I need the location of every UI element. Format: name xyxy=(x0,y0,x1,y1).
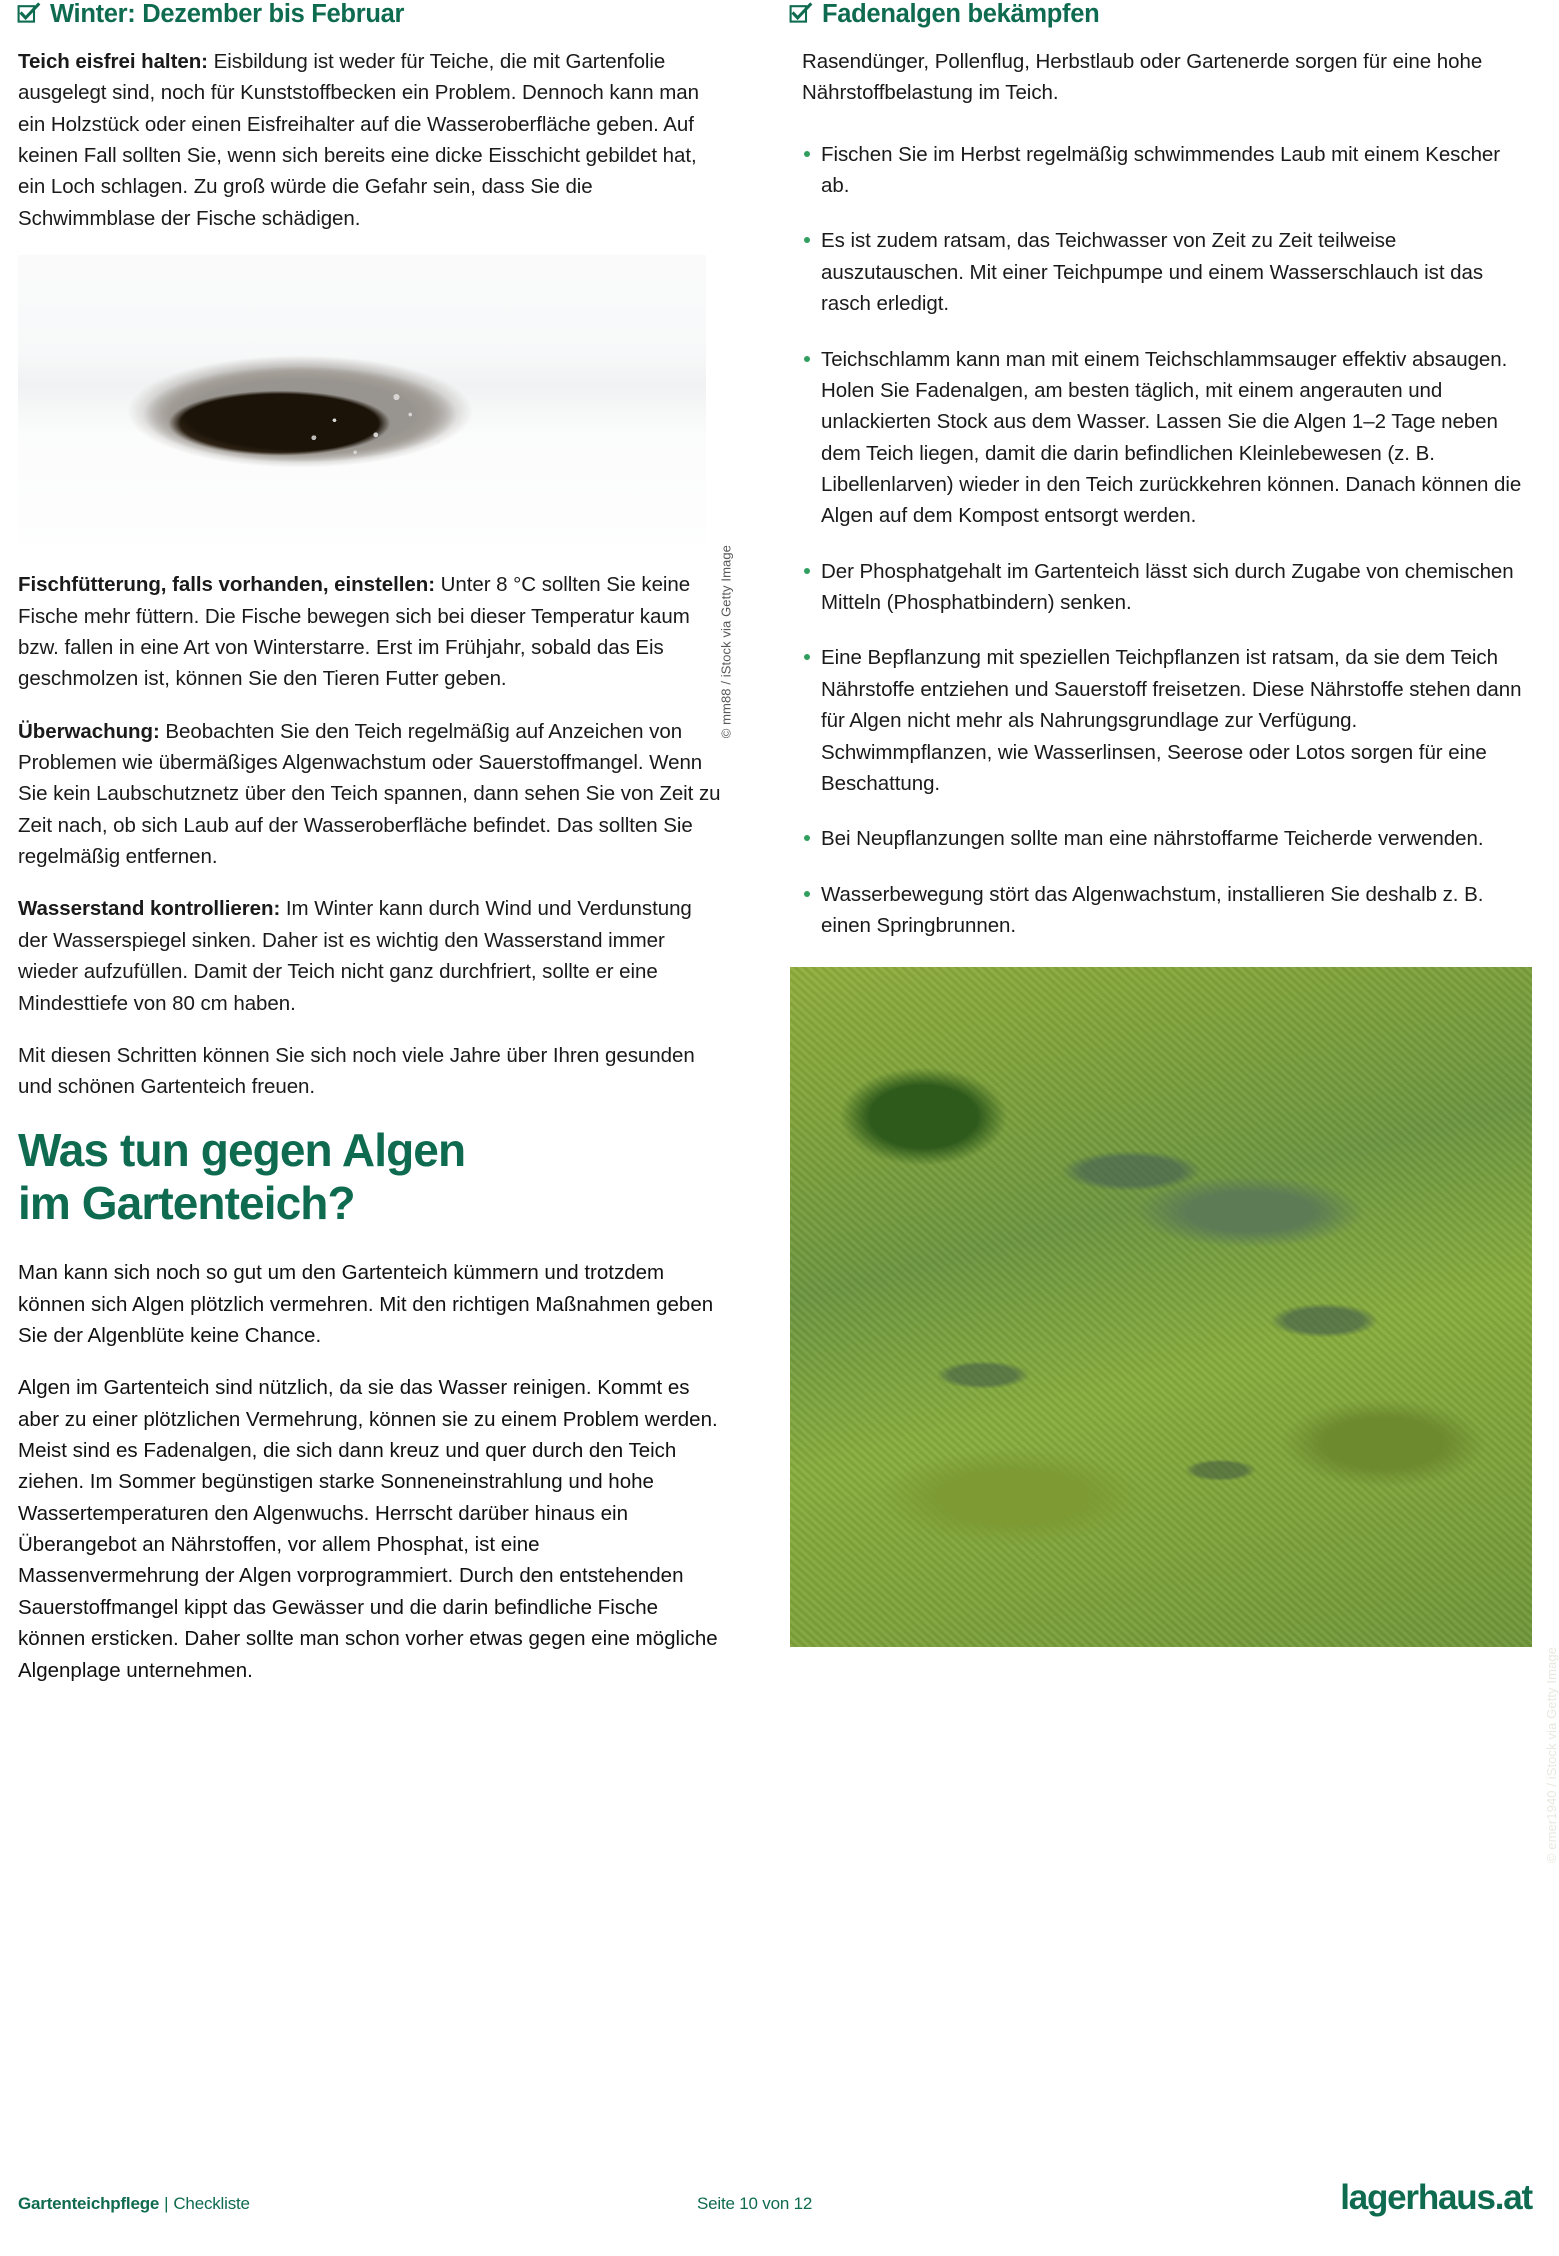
ice-pond-image xyxy=(18,255,706,545)
footer-separator: | xyxy=(164,2194,169,2213)
left-intro-text: Eisbildung ist weder für Teiche, die mit Gartenfolie ausgelegt sind, noch für Kunststoffbecken ein Problem. Dennoch kann man ein Holzstück oder einen Eisfreihalter auf die Wasseroberfläche geben. Auf keinen Fall sollten Sie, wenn sich bereits eine dicke Eisschicht gebildet hat, ein Loch schlagen. Zu groß würde die Gefahr sein, dass Sie die Schwimmblase der Fische schädigen. xyxy=(18,50,699,230)
page-title-line2: im Gartenteich? xyxy=(18,1177,355,1230)
algae-photo xyxy=(790,967,1559,1864)
list-item: Der Phosphatgehalt im Gartenteich lässt sich durch Zugabe von chemischen Mitteln (Phosphatbindern) senken. xyxy=(802,556,1532,619)
checkbox-checked-icon xyxy=(790,4,811,25)
list-item: Bei Neupflanzungen sollte man eine nährstoffarme Teicherde verwenden. xyxy=(802,823,1532,854)
lagerhaus-logo: lagerhaus.at xyxy=(1340,2178,1532,2217)
text-water-level: Im Winter kann durch Wind und Verdunstung der Wasserspiegel sinken. Daher ist es wichtig den Wasserstand immer wieder aufzufüllen. Damit der Teich nicht ganz durchfriert, sollte er eine Mindesttiefe von 80 cm haben. xyxy=(18,897,692,1015)
text-monitoring: Beobachten Sie den Teich regelmäßig auf Anzeichen von Problemen wie übermäßiges Algenwachstum oder Sauerstoffmangel. Wenn Sie kein Laubschutznetz über den Teich spannen, dann sehen Sie von Zeit zu Zeit nach, ob sich Laub auf der Wasseroberfläche befindet. Das sollten Sie regelmäßig entfernen. xyxy=(18,719,721,869)
footer-doc-title: Gartenteichpflege xyxy=(18,2194,160,2213)
left-intro-paragraph xyxy=(18,46,724,234)
algae-intro-paragraph: Man kann sich noch so gut um den Gartenteich kümmern und trotzdem können sich Algen plötzlich vermehren. Mit den richtigen Maßnahmen geben Sie der Algenblüte keine Chance. xyxy=(18,1261,714,1347)
right-intro-paragraph: Rasendünger, Pollenflug, Herbstlaub oder Gartenerde sorgen für eine hohe Nährstoffbelastung im Teich. xyxy=(802,50,1483,105)
footer-document-label xyxy=(18,2194,250,2214)
list-item: Eine Bepflanzung mit speziellen Teichpflanzen ist ratsam, da sie dem Teich Nährstoffe entziehen und Sauerstoff freisetzen. Diese Nährstoffe stehen dann für Algen nicht mehr als Nahrungsgrundlage zur Verfügung. Schwimmpflanzen, wie Wasserlinsen, Seerose oder Lotos sorgen für eine Beschattung. xyxy=(802,642,1532,799)
text-fish-feeding: Unter 8 °C sollten Sie keine Fische mehr füttern. Die Fische bewegen sich bei dieser Temperatur kaum bzw. fallen in eine Art von Winterstarre. Erst im Frühjahr, sobald das Eis geschmolzen ist, können Sie den Tieren Futter geben. xyxy=(18,573,691,691)
ice-photo-credit: © mm88 / iStock via Getty Image xyxy=(718,545,733,739)
paragraph-water-level xyxy=(18,893,724,1018)
checkbox-checked-icon xyxy=(18,4,39,25)
list-item: Wasserbewegung stört das Algenwachstum, installieren Sie deshalb z. B. einen Springbrunnen. xyxy=(802,879,1532,942)
label-fish-feeding: Fischfütterung, falls vorhanden, einstellen: xyxy=(18,573,435,597)
left-column xyxy=(18,0,733,1707)
paragraph-monitoring xyxy=(18,716,724,873)
label-water-level: Wasserstand kontrollieren: xyxy=(18,897,281,921)
list-item: Teichschlamm kann man mit einem Teichschlammsauger effektiv absaugen. Holen Sie Fadenalgen, am besten täglich, mit einem angerauten und unlackierten Stock aus dem Wasser. Lassen Sie die Algen 1–2 Tage neben dem Teich liegen, damit die darin befindlichen Kleinlebewesen (z. B. Libellenlarven) wieder in den Teich zurückkehren können. Danach können die Algen auf dem Kompost entsorgt werden. xyxy=(802,344,1532,532)
left-heading-text: Winter: Dezember bis Februar xyxy=(50,0,405,28)
algae-detail-paragraph: Algen im Gartenteich sind nützlich, da sie das Wasser reinigen. Kommt es aber zu einer plötzlichen Vermehrung, können sie zu einem Problem werden. Meist sind es Fadenalgen, die sich dann kreuz und quer durch den Teich ziehen. Im Sommer begünstigen starke Sonneneinstrahlung und hohe Wassertemperaturen den Algenwuchs. Herrscht darüber hinaus ein Überangebot an Nährstoffen, vor allem Phosphat, ist eine Massenvermehrung der Algen vorprogrammiert. Durch den entstehenden Sauerstoffmangel kippt das Gewässer und die darin befindliche Fische können ersticken. Daher sollte man schon vorher etwas gegen eine mögliche Algenplage unternehmen. xyxy=(18,1376,718,1682)
footer-doc-section: Checkliste xyxy=(173,2194,250,2213)
list-item: Es ist zudem ratsam, das Teichwasser von Zeit zu Zeit teilweise auszutauschen. Mit einer Teichpumpe und einem Wasserschlauch ist das rasch erledigt. xyxy=(802,225,1532,319)
page-title xyxy=(18,1124,724,1232)
left-intro-label: Teich eisfrei halten: xyxy=(18,50,208,74)
page-title-line1: Was tun gegen Algen xyxy=(18,1123,466,1176)
right-column xyxy=(790,0,1559,1864)
algae-control-list xyxy=(802,139,1532,942)
list-item: Fischen Sie im Herbst regelmäßig schwimmendes Laub mit einem Kescher ab. xyxy=(802,139,1532,202)
right-heading-text: Fadenalgen bekämpfen xyxy=(822,0,1100,28)
algae-photo-credit: © emer1940 / iStock via Getty Image xyxy=(1544,1647,1559,1864)
right-section-heading xyxy=(790,0,1532,28)
left-section-heading xyxy=(18,0,724,28)
footer-page-number: Seite 10 von 12 xyxy=(697,2194,813,2213)
paragraph-fish-feeding xyxy=(18,569,724,694)
page-footer xyxy=(0,2164,1550,2256)
paragraph-closing: Mit diesen Schritten können Sie sich noch viele Jahre über Ihren gesunden und schönen Gartenteich freuen. xyxy=(18,1043,695,1099)
algae-image xyxy=(790,967,1532,1647)
label-monitoring: Überwachung: xyxy=(18,719,160,743)
